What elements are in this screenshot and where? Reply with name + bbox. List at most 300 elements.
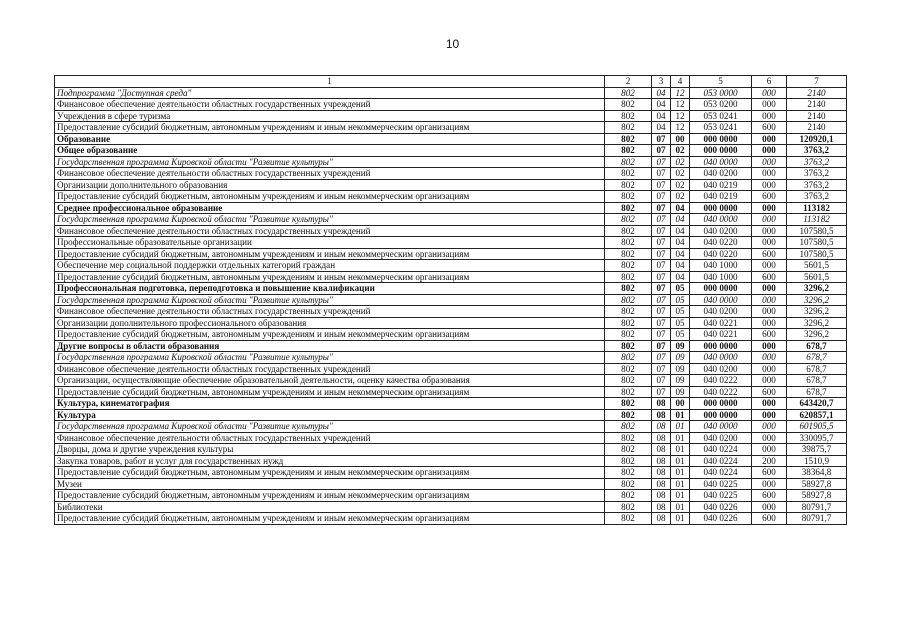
ministry-code-cell: 802 (605, 444, 652, 456)
ministry-code-cell: 802 (605, 156, 652, 168)
table-row (55, 260, 847, 272)
target-article-cell: 000 0000 (690, 283, 752, 295)
table-row (55, 478, 847, 490)
amount-cell: 3763,2 (787, 179, 847, 191)
ministry-code-cell: 802 (605, 455, 652, 467)
expense-type-cell: 000 (752, 283, 787, 295)
table-row (55, 283, 847, 295)
expense-type-cell: 600 (752, 329, 787, 341)
table-header-row (55, 76, 847, 88)
section-code-cell: 07 (652, 191, 671, 203)
section-code-cell: 07 (652, 237, 671, 249)
subsection-code-cell: 04 (671, 248, 690, 260)
table-row (55, 122, 847, 134)
section-code-cell: 08 (652, 513, 671, 525)
table-row (55, 467, 847, 479)
expense-type-cell: 600 (752, 248, 787, 260)
row-name-cell: Организации дополнительного образования (55, 179, 605, 191)
section-code-cell: 07 (652, 202, 671, 214)
row-name-cell: Государственная программа Кировской области "Развитие культуры" (55, 421, 605, 433)
table-row (55, 513, 847, 525)
ministry-code-cell: 802 (605, 122, 652, 134)
ministry-code-cell: 802 (605, 409, 652, 421)
expense-type-cell: 000 (752, 237, 787, 249)
amount-cell: 3296,2 (787, 329, 847, 341)
expense-type-cell: 000 (752, 421, 787, 433)
ministry-code-cell: 802 (605, 87, 652, 99)
section-code-cell: 07 (652, 260, 671, 272)
target-article-cell: 040 1000 (690, 260, 752, 272)
ministry-code-cell: 802 (605, 202, 652, 214)
column-header: 5 (690, 76, 752, 88)
subsection-code-cell: 01 (671, 432, 690, 444)
target-article-cell: 040 0225 (690, 490, 752, 502)
section-code-cell: 08 (652, 432, 671, 444)
subsection-code-cell: 02 (671, 156, 690, 168)
amount-cell: 107580,5 (787, 225, 847, 237)
table-row (55, 87, 847, 99)
ministry-code-cell: 802 (605, 490, 652, 502)
section-code-cell: 08 (652, 398, 671, 410)
ministry-code-cell: 802 (605, 352, 652, 364)
expense-type-cell: 000 (752, 156, 787, 168)
expense-type-cell: 000 (752, 317, 787, 329)
table-row (55, 133, 847, 145)
amount-cell: 2140 (787, 87, 847, 99)
column-header: 6 (752, 76, 787, 88)
table-row (55, 179, 847, 191)
row-name-cell: Предоставление субсидий бюджетным, автономным учреждениям и иным некоммерческим организациям (55, 386, 605, 398)
section-code-cell: 07 (652, 317, 671, 329)
target-article-cell: 000 0000 (690, 202, 752, 214)
row-name-cell: Предоставление субсидий бюджетным, автономным учреждениям и иным некоммерческим организациям (55, 271, 605, 283)
subsection-code-cell: 04 (671, 260, 690, 272)
target-article-cell: 040 0226 (690, 513, 752, 525)
row-name-cell: Обеспечение мер социальной поддержки отдельных категорий граждан (55, 260, 605, 272)
target-article-cell: 000 0000 (690, 133, 752, 145)
amount-cell: 3296,2 (787, 317, 847, 329)
section-code-cell: 04 (652, 87, 671, 99)
ministry-code-cell: 802 (605, 294, 652, 306)
subsection-code-cell: 01 (671, 513, 690, 525)
ministry-code-cell: 802 (605, 513, 652, 525)
target-article-cell: 040 0000 (690, 214, 752, 226)
table-body (55, 87, 847, 524)
ministry-code-cell: 802 (605, 478, 652, 490)
target-article-cell: 040 0200 (690, 363, 752, 375)
ministry-code-cell: 802 (605, 110, 652, 122)
section-code-cell: 07 (652, 156, 671, 168)
section-code-cell: 08 (652, 478, 671, 490)
amount-cell: 3296,2 (787, 294, 847, 306)
section-code-cell: 07 (652, 133, 671, 145)
target-article-cell: 040 0219 (690, 179, 752, 191)
ministry-code-cell: 802 (605, 260, 652, 272)
subsection-code-cell: 00 (671, 398, 690, 410)
amount-cell: 3296,2 (787, 306, 847, 318)
expense-type-cell: 000 (752, 202, 787, 214)
table-row (55, 455, 847, 467)
ministry-code-cell: 802 (605, 329, 652, 341)
subsection-code-cell: 01 (671, 421, 690, 433)
row-name-cell: Профессиональная подготовка, переподготовка и повышение квалификации (55, 283, 605, 295)
row-name-cell: Предоставление субсидий бюджетным, автономным учреждениям и иным некоммерческим организациям (55, 248, 605, 260)
row-name-cell: Предоставление субсидий бюджетным, автономным учреждениям и иным некоммерческим организациям (55, 467, 605, 479)
target-article-cell: 040 0219 (690, 191, 752, 203)
amount-cell: 3763,2 (787, 156, 847, 168)
expense-type-cell: 000 (752, 340, 787, 352)
expense-type-cell: 000 (752, 398, 787, 410)
amount-cell: 678,7 (787, 363, 847, 375)
subsection-code-cell: 04 (671, 237, 690, 249)
amount-cell: 107580,5 (787, 237, 847, 249)
row-name-cell: Предоставление субсидий бюджетным, автономным учреждениям и иным некоммерческим организациям (55, 513, 605, 525)
target-article-cell: 040 0221 (690, 329, 752, 341)
ministry-code-cell: 802 (605, 317, 652, 329)
table-row (55, 386, 847, 398)
amount-cell: 678,7 (787, 386, 847, 398)
row-name-cell: Государственная программа Кировской области "Развитие культуры" (55, 294, 605, 306)
subsection-code-cell: 01 (671, 478, 690, 490)
row-name-cell: Государственная программа Кировской области "Развитие культуры" (55, 214, 605, 226)
section-code-cell: 04 (652, 110, 671, 122)
expense-type-cell: 000 (752, 145, 787, 157)
section-code-cell: 08 (652, 455, 671, 467)
row-name-cell: Общее образование (55, 145, 605, 157)
section-code-cell: 04 (652, 99, 671, 111)
table-row (55, 432, 847, 444)
expense-type-cell: 000 (752, 444, 787, 456)
table-row (55, 490, 847, 502)
target-article-cell: 040 0222 (690, 386, 752, 398)
target-article-cell: 040 0220 (690, 248, 752, 260)
table-row (55, 363, 847, 375)
table-row (55, 375, 847, 387)
target-article-cell: 040 0000 (690, 156, 752, 168)
expense-type-cell: 000 (752, 432, 787, 444)
table-row (55, 340, 847, 352)
row-name-cell: Государственная программа Кировской области "Развитие культуры" (55, 352, 605, 364)
section-code-cell: 07 (652, 283, 671, 295)
section-code-cell: 07 (652, 225, 671, 237)
target-article-cell: 040 0200 (690, 168, 752, 180)
amount-cell: 643420,7 (787, 398, 847, 410)
expense-type-cell: 000 (752, 214, 787, 226)
target-article-cell: 040 0221 (690, 317, 752, 329)
table-row (55, 306, 847, 318)
table-row (55, 329, 847, 341)
budget-table (54, 75, 847, 525)
subsection-code-cell: 12 (671, 99, 690, 111)
row-name-cell: Финансовое обеспечение деятельности областных государственных учреждений (55, 432, 605, 444)
ministry-code-cell: 802 (605, 386, 652, 398)
ministry-code-cell: 802 (605, 271, 652, 283)
table-row (55, 237, 847, 249)
section-code-cell: 07 (652, 386, 671, 398)
ministry-code-cell: 802 (605, 467, 652, 479)
amount-cell: 5601,5 (787, 271, 847, 283)
section-code-cell: 08 (652, 490, 671, 502)
ministry-code-cell: 802 (605, 248, 652, 260)
subsection-code-cell: 04 (671, 225, 690, 237)
ministry-code-cell: 802 (605, 283, 652, 295)
expense-type-cell: 000 (752, 260, 787, 272)
amount-cell: 678,7 (787, 340, 847, 352)
target-article-cell: 040 0200 (690, 306, 752, 318)
row-name-cell: Другие вопросы в области образования (55, 340, 605, 352)
row-name-cell: Финансовое обеспечение деятельности областных государственных учреждений (55, 168, 605, 180)
expense-type-cell: 000 (752, 501, 787, 513)
section-code-cell: 08 (652, 501, 671, 513)
expense-type-cell: 600 (752, 271, 787, 283)
page-number: 10 (445, 37, 460, 51)
ministry-code-cell: 802 (605, 225, 652, 237)
amount-cell: 120920,1 (787, 133, 847, 145)
subsection-code-cell: 09 (671, 386, 690, 398)
expense-type-cell: 600 (752, 467, 787, 479)
row-name-cell: Культура (55, 409, 605, 421)
table-row (55, 191, 847, 203)
target-article-cell: 000 0000 (690, 145, 752, 157)
expense-type-cell: 000 (752, 306, 787, 318)
table-row (55, 421, 847, 433)
expense-type-cell: 000 (752, 110, 787, 122)
ministry-code-cell: 802 (605, 398, 652, 410)
subsection-code-cell: 05 (671, 283, 690, 295)
amount-cell: 39875,7 (787, 444, 847, 456)
target-article-cell: 040 0226 (690, 501, 752, 513)
subsection-code-cell: 05 (671, 329, 690, 341)
target-article-cell: 040 0000 (690, 421, 752, 433)
row-name-cell: Предоставление субсидий бюджетным, автономным учреждениям и иным некоммерческим организациям (55, 191, 605, 203)
column-header: 7 (787, 76, 847, 88)
row-name-cell: Организации дополнительного профессионального образования (55, 317, 605, 329)
target-article-cell: 000 0000 (690, 409, 752, 421)
amount-cell: 38364,8 (787, 467, 847, 479)
ministry-code-cell: 802 (605, 306, 652, 318)
section-code-cell: 07 (652, 248, 671, 260)
amount-cell: 620857,1 (787, 409, 847, 421)
table-row (55, 156, 847, 168)
target-article-cell: 040 0224 (690, 467, 752, 479)
amount-cell: 3763,2 (787, 145, 847, 157)
row-name-cell: Предоставление субсидий бюджетным, автономным учреждениям и иным некоммерческим организациям (55, 122, 605, 134)
amount-cell: 113182 (787, 202, 847, 214)
expense-type-cell: 600 (752, 386, 787, 398)
section-code-cell: 07 (652, 179, 671, 191)
row-name-cell: Подпрограмма "Доступная среда" (55, 87, 605, 99)
section-code-cell: 07 (652, 352, 671, 364)
section-code-cell: 08 (652, 409, 671, 421)
table-row (55, 248, 847, 260)
expense-type-cell: 000 (752, 294, 787, 306)
target-article-cell: 040 0000 (690, 294, 752, 306)
table-row (55, 409, 847, 421)
ministry-code-cell: 802 (605, 214, 652, 226)
target-article-cell: 040 0200 (690, 432, 752, 444)
table-row (55, 99, 847, 111)
section-code-cell: 07 (652, 168, 671, 180)
row-name-cell: Государственная программа Кировской области "Развитие культуры" (55, 156, 605, 168)
subsection-code-cell: 04 (671, 214, 690, 226)
expense-type-cell: 000 (752, 168, 787, 180)
row-name-cell: Музеи (55, 478, 605, 490)
expense-type-cell: 000 (752, 179, 787, 191)
table-row (55, 202, 847, 214)
expense-type-cell: 000 (752, 133, 787, 145)
subsection-code-cell: 05 (671, 317, 690, 329)
expense-type-cell: 000 (752, 363, 787, 375)
amount-cell: 2140 (787, 110, 847, 122)
amount-cell: 5601,5 (787, 260, 847, 272)
expense-type-cell: 000 (752, 99, 787, 111)
expense-type-cell: 000 (752, 409, 787, 421)
row-name-cell: Финансовое обеспечение деятельности областных государственных учреждений (55, 225, 605, 237)
target-article-cell: 000 0000 (690, 398, 752, 410)
target-article-cell: 000 0000 (690, 340, 752, 352)
row-name-cell: Дворцы, дома и другие учреждения культуры (55, 444, 605, 456)
ministry-code-cell: 802 (605, 501, 652, 513)
expense-type-cell: 000 (752, 87, 787, 99)
expense-type-cell: 600 (752, 513, 787, 525)
subsection-code-cell: 02 (671, 179, 690, 191)
subsection-code-cell: 12 (671, 110, 690, 122)
expense-type-cell: 600 (752, 490, 787, 502)
subsection-code-cell: 09 (671, 363, 690, 375)
table-row (55, 444, 847, 456)
target-article-cell: 040 0222 (690, 375, 752, 387)
section-code-cell: 07 (652, 340, 671, 352)
subsection-code-cell: 05 (671, 294, 690, 306)
target-article-cell: 040 0225 (690, 478, 752, 490)
amount-cell: 58927,8 (787, 478, 847, 490)
ministry-code-cell: 802 (605, 421, 652, 433)
amount-cell: 1510,9 (787, 455, 847, 467)
subsection-code-cell: 12 (671, 122, 690, 134)
table-row (55, 501, 847, 513)
subsection-code-cell: 05 (671, 306, 690, 318)
amount-cell: 3763,2 (787, 191, 847, 203)
column-header: 4 (671, 76, 690, 88)
row-name-cell: Финансовое обеспечение деятельности областных государственных учреждений (55, 363, 605, 375)
subsection-code-cell: 09 (671, 375, 690, 387)
section-code-cell: 07 (652, 294, 671, 306)
amount-cell: 80791,7 (787, 501, 847, 513)
row-name-cell: Организации, осуществляющие обеспечение образовательной деятельности, оценку качества образования (55, 375, 605, 387)
table-row (55, 168, 847, 180)
row-name-cell: Среднее профессиональное образование (55, 202, 605, 214)
section-code-cell: 07 (652, 145, 671, 157)
ministry-code-cell: 802 (605, 375, 652, 387)
ministry-code-cell: 802 (605, 191, 652, 203)
row-name-cell: Предоставление субсидий бюджетным, автономным учреждениям и иным некоммерческим организациям (55, 329, 605, 341)
target-article-cell: 040 1000 (690, 271, 752, 283)
section-code-cell: 04 (652, 122, 671, 134)
target-article-cell: 040 0224 (690, 455, 752, 467)
target-article-cell: 053 0000 (690, 87, 752, 99)
section-code-cell: 07 (652, 329, 671, 341)
row-name-cell: Предоставление субсидий бюджетным, автономным учреждениям и иным некоммерческим организациям (55, 490, 605, 502)
row-name-cell: Учреждения в сфере туризма (55, 110, 605, 122)
subsection-code-cell: 09 (671, 340, 690, 352)
column-header: 3 (652, 76, 671, 88)
section-code-cell: 07 (652, 306, 671, 318)
subsection-code-cell: 00 (671, 133, 690, 145)
expense-type-cell: 600 (752, 122, 787, 134)
amount-cell: 2140 (787, 122, 847, 134)
target-article-cell: 040 0220 (690, 237, 752, 249)
table-row (55, 271, 847, 283)
section-code-cell: 08 (652, 444, 671, 456)
expense-type-cell: 000 (752, 352, 787, 364)
subsection-code-cell: 04 (671, 271, 690, 283)
target-article-cell: 053 0200 (690, 99, 752, 111)
subsection-code-cell: 02 (671, 168, 690, 180)
subsection-code-cell: 01 (671, 467, 690, 479)
row-name-cell: Профессиональные образовательные организации (55, 237, 605, 249)
amount-cell: 330095,7 (787, 432, 847, 444)
amount-cell: 3296,2 (787, 283, 847, 295)
ministry-code-cell: 802 (605, 168, 652, 180)
ministry-code-cell: 802 (605, 179, 652, 191)
subsection-code-cell: 09 (671, 352, 690, 364)
ministry-code-cell: 802 (605, 145, 652, 157)
expense-type-cell: 000 (752, 375, 787, 387)
expense-type-cell: 200 (752, 455, 787, 467)
amount-cell: 601905,5 (787, 421, 847, 433)
expense-type-cell: 600 (752, 191, 787, 203)
row-name-cell: Закупка товаров, работ и услуг для государственных нужд (55, 455, 605, 467)
section-code-cell: 08 (652, 421, 671, 433)
ministry-code-cell: 802 (605, 237, 652, 249)
amount-cell: 3763,2 (787, 168, 847, 180)
amount-cell: 2140 (787, 99, 847, 111)
table-row (55, 225, 847, 237)
table-row (55, 145, 847, 157)
section-code-cell: 07 (652, 271, 671, 283)
row-name-cell: Финансовое обеспечение деятельности областных государственных учреждений (55, 99, 605, 111)
amount-cell: 58927,8 (787, 490, 847, 502)
subsection-code-cell: 02 (671, 191, 690, 203)
amount-cell: 678,7 (787, 352, 847, 364)
row-name-cell: Культура, кинематография (55, 398, 605, 410)
target-article-cell: 040 0200 (690, 225, 752, 237)
expense-type-cell: 000 (752, 225, 787, 237)
column-header: 1 (55, 76, 605, 88)
amount-cell: 113182 (787, 214, 847, 226)
ministry-code-cell: 802 (605, 340, 652, 352)
subsection-code-cell: 01 (671, 501, 690, 513)
ministry-code-cell: 802 (605, 133, 652, 145)
table-row (55, 294, 847, 306)
expense-type-cell: 000 (752, 478, 787, 490)
amount-cell: 678,7 (787, 375, 847, 387)
subsection-code-cell: 01 (671, 490, 690, 502)
subsection-code-cell: 01 (671, 444, 690, 456)
row-name-cell: Финансовое обеспечение деятельности областных государственных учреждений (55, 306, 605, 318)
table-row (55, 398, 847, 410)
table-row (55, 317, 847, 329)
row-name-cell: Образование (55, 133, 605, 145)
table-row (55, 110, 847, 122)
ministry-code-cell: 802 (605, 432, 652, 444)
column-header: 2 (605, 76, 652, 88)
amount-cell: 80791,7 (787, 513, 847, 525)
section-code-cell: 07 (652, 214, 671, 226)
target-article-cell: 053 0241 (690, 110, 752, 122)
table-row (55, 352, 847, 364)
section-code-cell: 07 (652, 363, 671, 375)
